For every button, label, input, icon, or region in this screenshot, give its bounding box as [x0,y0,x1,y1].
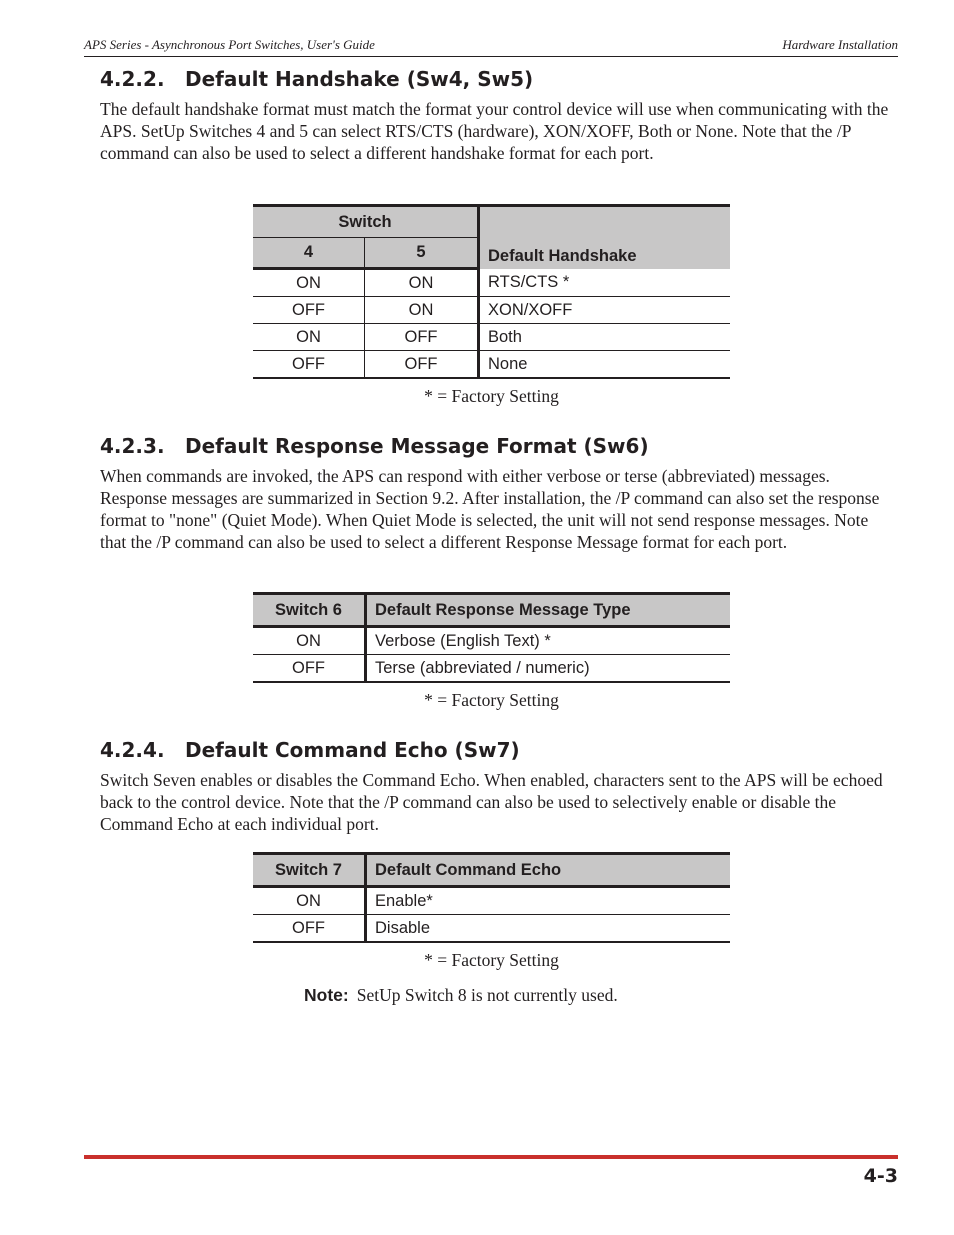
handshake-cell: Both [479,324,731,351]
command-echo-cell: Disable [366,915,731,943]
section-paragraph: Switch Seven enables or disables the Command Echo. When enabled, characters sent to the APS will be echoed back to the control device. Note that the /P command can also be used to selectively enable or disable the Command Echo at each individual port. [100,770,883,834]
table-row [253,915,730,943]
table-row [253,297,730,324]
section-heading-4-2-4 [100,738,520,762]
footer-rule [84,1155,898,1159]
switch-7-column-header: Switch 7 [253,854,366,887]
handshake-cell: XON/XOFF [479,297,731,324]
section-number: 4.2.3. [100,434,165,458]
table-row [253,655,730,683]
sw5-cell: OFF [365,324,479,351]
response-type-cell: Verbose (English Text) * [366,627,731,655]
sw4-cell: ON [253,269,365,297]
command-echo-table [253,852,730,943]
sw4-cell: OFF [253,297,365,324]
header-chapter-title: Hardware Installation [782,37,898,52]
command-echo-column-header: Default Command Echo [366,854,731,887]
switch-cell: OFF [253,655,366,683]
sw5-cell: ON [365,269,479,297]
switch-5-column-header: 5 [365,238,479,269]
section-heading-4-2-3 [100,434,649,458]
section-paragraph: When commands are invoked, the APS can respond with either verbose or terse (abbreviated) messages. Response messages are summarized in Section 9.2. After installation, the /P command can also set the response format to "none" (Quiet Mode). When Quiet Mode is selected, the unit will not send response messages. Note that the /P command can also be used to select a different Response Message format for each port. [100,466,880,552]
table-row [253,269,730,297]
switch-cell: OFF [253,915,366,943]
note-text: SetUp Switch 8 is not currently used. [356,985,618,1005]
table-row [253,887,730,915]
note [304,985,618,1006]
header-guide-title: APS Series - Asynchronous Port Switches, User's Guide [84,37,375,52]
switch-cell: ON [253,887,366,915]
handshake-cell: RTS/CTS * [479,269,731,297]
response-type-cell: Terse (abbreviated / numeric) [366,655,731,683]
switch-group-header: Switch [253,206,479,238]
sw4-cell: ON [253,324,365,351]
factory-setting-note: * = Factory Setting [424,386,559,406]
handshake-table [253,204,730,379]
sw5-cell: ON [365,297,479,324]
switch-cell: ON [253,627,366,655]
note-label: Note: [304,985,349,1005]
response-type-column-header: Default Response Message Type [366,594,731,627]
factory-setting-note: * = Factory Setting [424,690,559,710]
running-header [84,36,898,57]
section-heading-4-2-2 [100,67,533,91]
page-number: 4-3 [863,1165,898,1187]
command-echo-cell: Enable* [366,887,731,915]
section-title: Default Command Echo (Sw7) [185,738,520,762]
section-number: 4.2.2. [100,67,165,91]
table-row [253,351,730,379]
section-title: Default Handshake (Sw4, Sw5) [185,67,534,91]
section-title: Default Response Message Format (Sw6) [185,434,649,458]
section-number: 4.2.4. [100,738,165,762]
sw5-cell: OFF [365,351,479,379]
factory-setting-note: * = Factory Setting [424,950,559,970]
section-paragraph: The default handshake format must match the format your control device will use when communicating with the APS. SetUp Switches 4 and 5 can select RTS/CTS (hardware), XON/XOFF, Both or None. Note that the /P command can also be used to select a different handshake format for each port. [100,99,889,163]
handshake-cell: None [479,351,731,379]
switch-6-column-header: Switch 6 [253,594,366,627]
table-row [253,324,730,351]
table-row [253,627,730,655]
sw4-cell: OFF [253,351,365,379]
handshake-column-header: Default Handshake [479,206,731,269]
switch-4-column-header: 4 [253,238,365,269]
response-message-table [253,592,730,683]
